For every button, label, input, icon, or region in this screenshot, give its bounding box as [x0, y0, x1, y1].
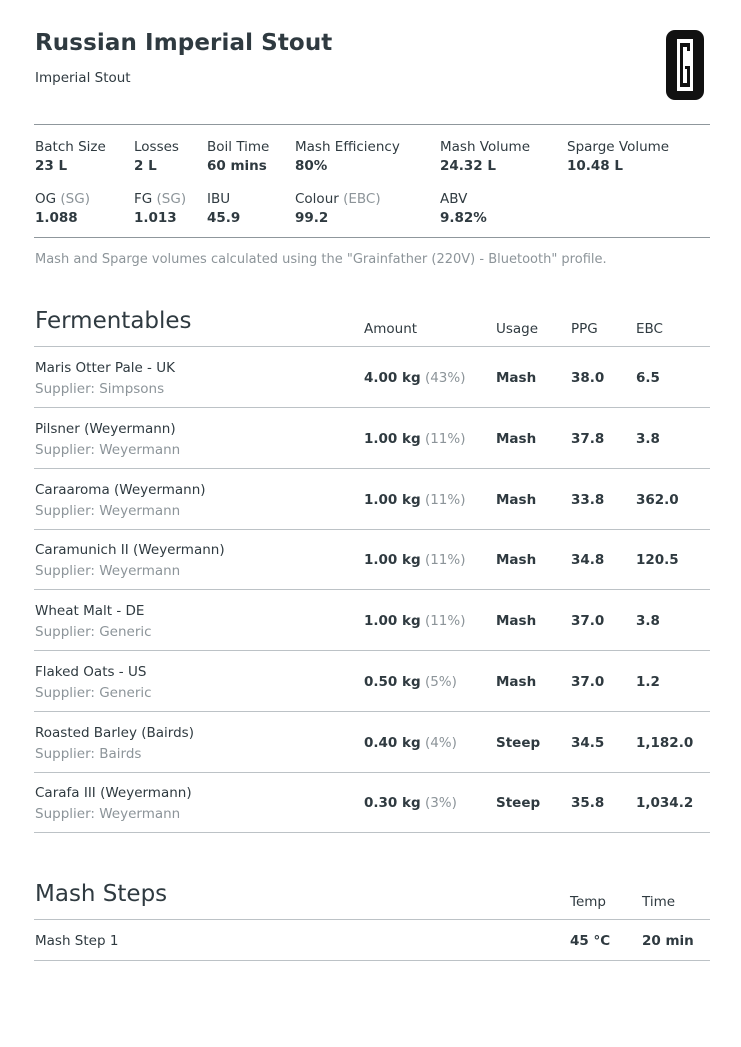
- stat-value: 10.48 L: [567, 158, 624, 174]
- fermentable-supplier: Supplier: Generic: [35, 685, 152, 701]
- fermentable-ebc: 3.8: [636, 431, 660, 447]
- fermentable-supplier: Supplier: Bairds: [35, 746, 142, 762]
- fermentable-usage: Steep: [496, 795, 541, 811]
- fermentable-ppg: 37.0: [571, 613, 605, 629]
- table-row: [34, 651, 710, 712]
- fermentable-usage: Mash: [496, 552, 537, 568]
- stat-fg: [134, 191, 186, 226]
- mash-step-time: 20 min: [642, 933, 694, 949]
- col-head-ppg: PPG: [571, 321, 598, 337]
- fermentable-ebc: 1,182.0: [636, 735, 694, 751]
- amount-value: 0.40 kg: [364, 735, 421, 751]
- fermentable-usage: Mash: [496, 613, 537, 629]
- stat-ibu: [207, 191, 240, 226]
- stat-abv: [440, 191, 487, 226]
- stat-value: 9.82%: [440, 210, 487, 226]
- fermentable-name: Maris Otter Pale - UK: [35, 360, 175, 376]
- fermentable-ebc: 6.5: [636, 370, 660, 386]
- amount-percent: (11%): [424, 552, 466, 568]
- amount-percent: (11%): [424, 431, 466, 447]
- stat-og: [35, 191, 90, 226]
- amount-percent: (11%): [424, 492, 466, 508]
- fermentable-usage: Steep: [496, 735, 541, 751]
- fermentable-ebc: 3.8: [636, 613, 660, 629]
- fermentables-title: Fermentables: [35, 308, 192, 334]
- fermentable-ebc: 120.5: [636, 552, 679, 568]
- stat-label: Sparge Volume: [567, 139, 670, 155]
- stat-value: 23 L: [35, 158, 68, 174]
- stat-unit: (SG): [60, 191, 90, 207]
- fermentable-name: Roasted Barley (Bairds): [35, 725, 194, 741]
- stat-colour: [295, 191, 381, 226]
- stat-value: 1.013: [134, 210, 177, 226]
- fermentable-amount: [364, 613, 466, 629]
- stat-unit: (EBC): [343, 191, 381, 207]
- stat-sparge-volume: [567, 139, 669, 174]
- col-head-amount: Amount: [364, 321, 418, 337]
- amount-value: 0.30 kg: [364, 795, 421, 811]
- fermentable-amount: [364, 370, 466, 386]
- fermentable-amount: [364, 735, 457, 751]
- fermentable-supplier: Supplier: Weyermann: [35, 503, 181, 519]
- amount-value: 0.50 kg: [364, 674, 421, 690]
- stat-value: 24.32 L: [440, 158, 497, 174]
- fermentable-name: Carafa III (Weyermann): [35, 785, 192, 801]
- table-row: [34, 408, 710, 469]
- fermentable-supplier: Supplier: Weyermann: [35, 442, 181, 458]
- col-head-usage: Usage: [496, 321, 539, 337]
- stat-label: [207, 191, 240, 207]
- fermentable-supplier: Supplier: Generic: [35, 624, 152, 640]
- stat-label: Losses: [134, 139, 179, 155]
- col-head-temp: Temp: [570, 894, 606, 910]
- table-row: [34, 469, 710, 530]
- stat-boil-time: [207, 139, 269, 174]
- stat-label-text: IBU: [207, 191, 231, 207]
- stat-label: Boil Time: [207, 139, 270, 155]
- fermentable-supplier: Supplier: Weyermann: [35, 806, 181, 822]
- fermentable-usage: Mash: [496, 431, 537, 447]
- stats-divider: [34, 237, 710, 238]
- fermentable-amount: [364, 552, 466, 568]
- fermentable-amount: [364, 492, 466, 508]
- col-head-time: Time: [642, 894, 676, 910]
- fermentable-ppg: 37.8: [571, 431, 605, 447]
- fermentable-ebc: 1,034.2: [636, 795, 694, 811]
- fermentable-name: Pilsner (Weyermann): [35, 421, 176, 437]
- stat-value: 99.2: [295, 210, 329, 226]
- fermentable-ebc: 362.0: [636, 492, 679, 508]
- stat-label-text: OG: [35, 191, 57, 207]
- amount-percent: (4%): [424, 735, 457, 751]
- amount-percent: (11%): [424, 613, 466, 629]
- table-row: [34, 920, 710, 961]
- brand-logo-icon: [666, 30, 704, 100]
- stat-label: [134, 191, 186, 207]
- mash-step-name: Mash Step 1: [35, 933, 119, 949]
- stat-value: 45.9: [207, 210, 241, 226]
- stat-value: 1.088: [35, 210, 78, 226]
- fermentable-ppg: 35.8: [571, 795, 605, 811]
- stat-label-text: FG: [134, 191, 153, 207]
- recipe-style: Imperial Stout: [35, 70, 131, 86]
- fermentable-amount: [364, 795, 457, 811]
- amount-value: 4.00 kg: [364, 370, 421, 386]
- stat-value: 80%: [295, 158, 328, 174]
- fermentable-amount: [364, 674, 457, 690]
- fermentable-name: Caraaroma (Weyermann): [35, 482, 206, 498]
- amount-value: 1.00 kg: [364, 431, 421, 447]
- amount-percent: (43%): [424, 370, 466, 386]
- stat-mash-efficiency: [295, 139, 400, 174]
- stat-label: Batch Size: [35, 139, 106, 155]
- fermentable-usage: Mash: [496, 492, 537, 508]
- mash-steps-title: Mash Steps: [35, 881, 168, 907]
- stat-label: [440, 191, 487, 207]
- table-row: [34, 590, 710, 651]
- fermentable-ebc: 1.2: [636, 674, 660, 690]
- fermentable-name: Caramunich II (Weyermann): [35, 542, 225, 558]
- stat-label-text: ABV: [440, 191, 468, 207]
- stat-label: [35, 191, 90, 207]
- fermentable-ppg: 37.0: [571, 674, 605, 690]
- fermentable-name: Flaked Oats - US: [35, 664, 147, 680]
- stat-label: Mash Volume: [440, 139, 531, 155]
- fermentable-usage: Mash: [496, 674, 537, 690]
- fermentable-supplier: Supplier: Simpsons: [35, 381, 165, 397]
- stat-label-text: Colour: [295, 191, 339, 207]
- col-head-ebc: EBC: [636, 321, 663, 337]
- table-row: [34, 772, 710, 833]
- fermentable-usage: Mash: [496, 370, 537, 386]
- top-divider: [34, 124, 710, 125]
- fermentable-ppg: 33.8: [571, 492, 605, 508]
- stat-value: 60 mins: [207, 158, 267, 174]
- table-row: [34, 529, 710, 590]
- mash-step-temp: 45 °C: [570, 933, 611, 949]
- stat-unit: (SG): [156, 191, 187, 207]
- table-row: [34, 347, 710, 408]
- fermentable-amount: [364, 431, 466, 447]
- volume-note: Mash and Sparge volumes calculated using the "Grainfather (220V) - Bluetooth" profile.: [35, 252, 607, 267]
- fermentable-ppg: 34.5: [571, 735, 605, 751]
- stat-label: Mash Efficiency: [295, 139, 400, 155]
- stat-label: [295, 191, 381, 207]
- stat-mash-volume: [440, 139, 530, 174]
- amount-value: 1.00 kg: [364, 552, 421, 568]
- stat-value: 2 L: [134, 158, 157, 174]
- amount-percent: (5%): [424, 674, 457, 690]
- fermentable-name: Wheat Malt - DE: [35, 603, 145, 619]
- amount-value: 1.00 kg: [364, 613, 421, 629]
- amount-percent: (3%): [424, 795, 457, 811]
- recipe-title: Russian Imperial Stout: [35, 30, 333, 56]
- fermentable-ppg: 34.8: [571, 552, 605, 568]
- table-row: [34, 712, 710, 773]
- amount-value: 1.00 kg: [364, 492, 421, 508]
- stat-losses: [134, 139, 179, 174]
- stat-batch-size: [35, 139, 106, 174]
- fermentable-ppg: 38.0: [571, 370, 605, 386]
- fermentable-supplier: Supplier: Weyermann: [35, 563, 181, 579]
